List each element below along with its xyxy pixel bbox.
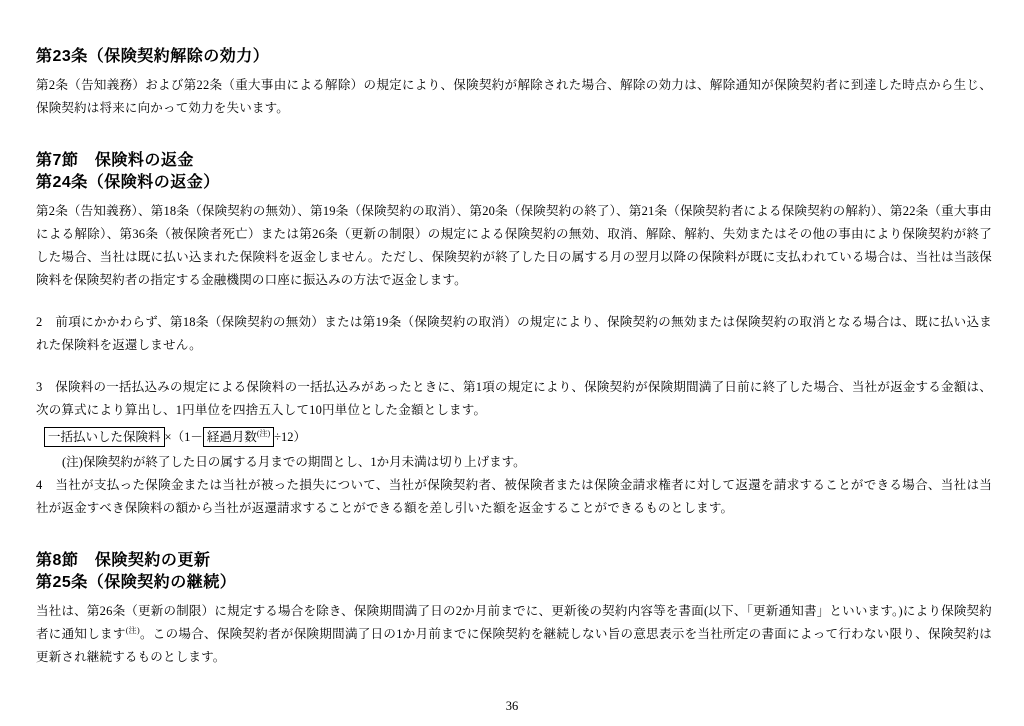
article23-heading: 第23条（保険契約解除の効力） xyxy=(36,48,270,65)
article25-body-part1: 当社は、第26条（更新の制限）に規定する場合を除き、保険期間満了日の2か月前までに、更新後の契約内容等を書面(以下、「更新通知書」といいます。)により保険契約者に通知します xyxy=(36,604,992,641)
article24-paragraph-4: 4 当社が支払った保険金または当社が被った損失について、当社が保険契約者、被保険者または保険金請求権者に対して返還を請求することができる場合、当社は当社が返金すべき保険料の額から当社が返還請求することができる額を差し引いた額を返金することができるものとします。 xyxy=(36,478,992,515)
article25-note-marker: (注) xyxy=(125,625,140,635)
article23-body: 第2条（告知義務）および第22条（重大事由による解除）の規定により、保険契約が解除された場合、解除の効力は、解除通知が保険契約者に到達した時点から生じ、保険契約は将来に向かって効力を失います。 xyxy=(36,78,992,115)
formula-operator: ×（1－ xyxy=(164,430,203,444)
formula-tail: ÷12） xyxy=(274,430,307,444)
article25-body-part2: 。この場合、保険契約者が保険期間満了日の1か月前までに保険契約を継続しない旨の意思表示を当社所定の書面によって行わない限り、保険契約は更新され継続するものとします。 xyxy=(36,627,992,664)
article25-body xyxy=(36,600,992,669)
refund-formula xyxy=(44,426,992,449)
article24-heading: 第24条（保険料の返金） xyxy=(36,174,220,191)
formula-box-elapsed-months xyxy=(203,427,274,447)
formula-box-lump-sum-premium: 一括払いした保険料 xyxy=(44,427,165,447)
section8-heading: 第8節 保険契約の更新 xyxy=(36,552,211,569)
formula-note: (注)保険契約が終了した日の属する月までの期間とし、1か月未満は切り上げます。 xyxy=(62,455,526,469)
article24-paragraph-1: 第2条（告知義務）、第18条（保険契約の無効）、第19条（保険契約の取消）、第20条（保険契約の終了）、第21条（保険契約者による保険契約の解約）、第22条（重大事由による解除）、第36条（被保険者死亡）または第26条（更新の制限）の規定による保険契約の無効、取消、解除、解約、失効またはその他の事由により保険契約が終了した場合、当社は既に払い込まれた保険料を返金しません。ただし、保険契約が終了した日の属する月の翌月以降の保険料が既に支払われている場合は、当社は当該保険料を保険契約者の指定する金融機関の口座に振込みの方法で返金します。 xyxy=(36,204,992,287)
article25-heading: 第25条（保険契約の継続） xyxy=(36,574,237,591)
formula-box-elapsed-months-label: 経過月数 xyxy=(206,430,257,444)
formula-note-marker: (注) xyxy=(256,428,271,438)
page-number: 36 xyxy=(505,699,519,713)
section7-heading: 第7節 保険料の返金 xyxy=(36,152,194,169)
article24-paragraph-3: 3 保険料の一括払込みの規定による保険料の一括払込みがあったときに、第1項の規定により、保険契約が保険期間満了日前に終了した場合、当社が返金する金額は、次の算式により算出し、1円単位を四捨五入して10円単位とした金額とします。 xyxy=(36,380,992,417)
article24-paragraph-2: 2 前項にかかわらず、第18条（保険契約の無効）または第19条（保険契約の取消）の規定により、保険契約の無効または保険契約の取消となる場合は、既に払い込まれた保険料を返還しません。 xyxy=(36,315,992,352)
